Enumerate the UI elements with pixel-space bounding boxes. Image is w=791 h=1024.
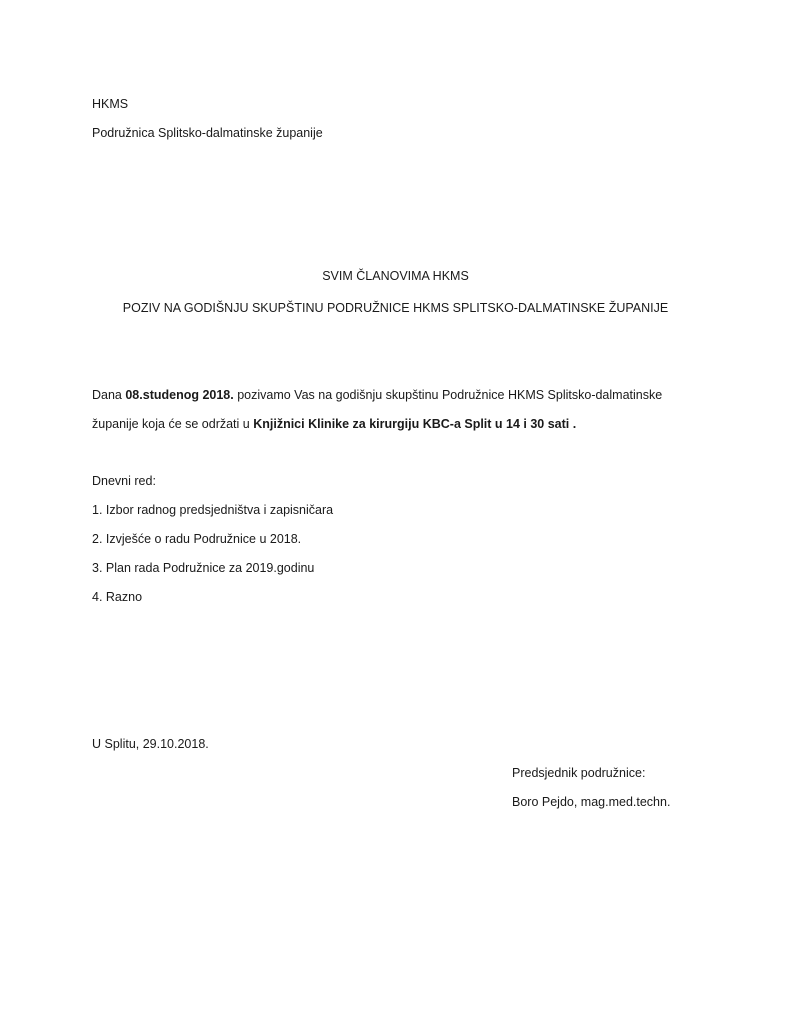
signer-name: Boro Pejdo, mag.med.techn. (512, 795, 671, 809)
agenda-item: 2. Izvješće o radu Podružnice u 2018. (92, 532, 302, 546)
paragraph-text: pozivamo Vas na godišnju skupštinu Podružnice HKMS Splitsko-dalmatinske (233, 388, 663, 402)
recipients-heading: SVIM ČLANOVIMA HKMS (322, 269, 469, 283)
agenda-heading: Dnevni red: (92, 474, 156, 488)
signer-title: Predsjednik podružnice: (512, 766, 646, 780)
org-name: HKMS (92, 97, 129, 111)
paragraph-text: Dana (92, 388, 126, 402)
agenda-item: 4. Razno (92, 590, 143, 604)
branch-name: Podružnica Splitsko-dalmatinske županije (92, 126, 323, 140)
subject-heading: POZIV NA GODIŠNJU SKUPŠTINU PODRUŽNICE HKMS SPLITSKO-DALMATINSKE ŽUPANIJE (122, 301, 669, 315)
paragraph-line-2 (92, 416, 576, 432)
place-date: U Splitu, 29.10.2018. (92, 737, 209, 751)
meeting-date: 08.studenog 2018. (125, 388, 234, 402)
paragraph-text: . (569, 417, 577, 431)
meeting-place-time: Knjižnici Klinike za kirurgiju KBC-a Split u 14 i 30 sati (253, 417, 570, 431)
paragraph-line-1 (92, 387, 662, 403)
agenda-item: 3. Plan rada Podružnice za 2019.godinu (92, 561, 315, 575)
paragraph-text: županije koja će se održati u (92, 417, 254, 431)
agenda-item: 1. Izbor radnog predsjedništva i zapisničara (92, 503, 334, 517)
